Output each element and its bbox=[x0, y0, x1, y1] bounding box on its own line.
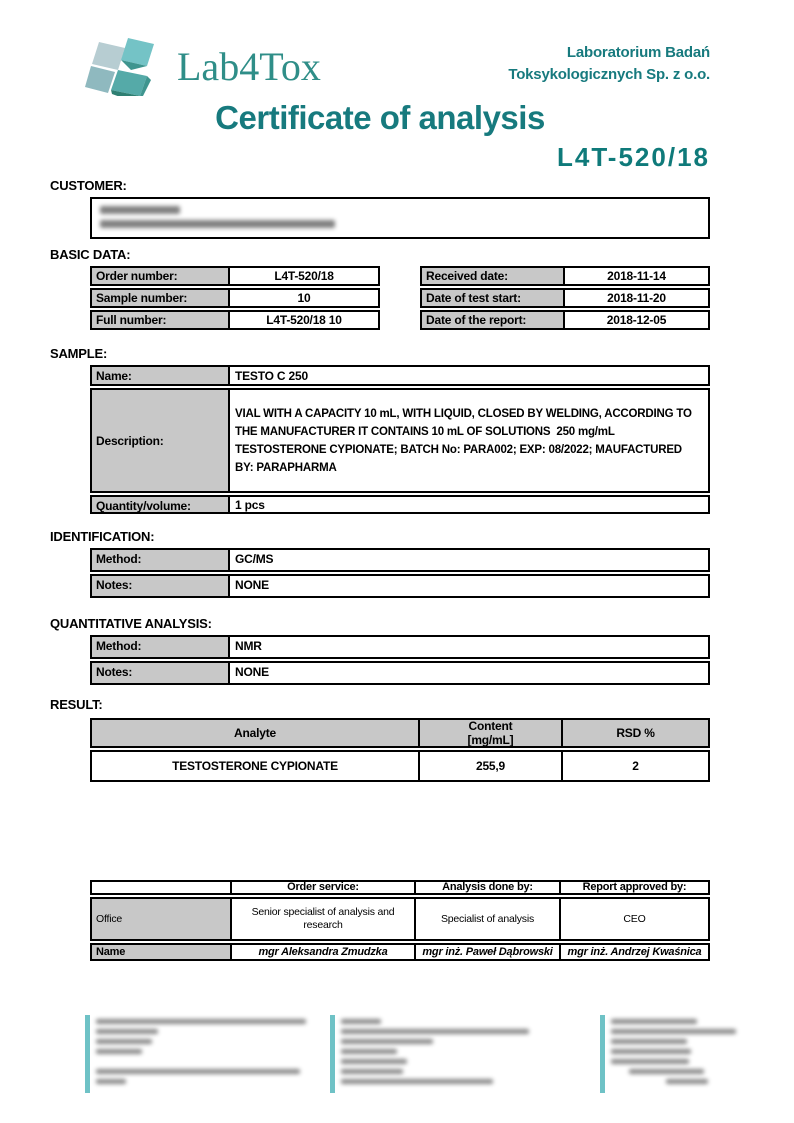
basic-data-right-table bbox=[420, 266, 710, 332]
signatures-table bbox=[90, 880, 710, 961]
page-footer bbox=[0, 1015, 794, 1105]
content-header-line1: Content bbox=[468, 719, 513, 733]
table-row bbox=[420, 310, 710, 330]
result-data-row bbox=[90, 750, 710, 782]
row-label: Name: bbox=[92, 367, 230, 384]
org-line-2: Toksykologicznych Sp. z o.o. bbox=[508, 66, 710, 83]
table-row bbox=[90, 548, 710, 572]
rsd-value: 2 bbox=[632, 759, 639, 773]
table-row bbox=[90, 495, 710, 514]
table-row bbox=[90, 365, 710, 386]
office-report-approved-by: CEO bbox=[623, 912, 646, 925]
row-value: GC/MS bbox=[235, 552, 274, 566]
logo-wordmark: Lab4Tox bbox=[177, 43, 321, 89]
row-value: L4T-520/18 bbox=[274, 269, 334, 283]
name-report-approved-by: mgr inż. Andrzej Kwaśnica bbox=[567, 945, 702, 958]
row-value: L4T-520/18 10 bbox=[266, 313, 342, 327]
office-row bbox=[90, 897, 710, 941]
name-analysis-done-by: mgr inż. Paweł Dąbrowski bbox=[416, 945, 561, 959]
name-row-label: Name bbox=[92, 945, 232, 959]
result-section-label: RESULT: bbox=[50, 697, 103, 712]
row-label: Quantity/volume: bbox=[92, 497, 230, 512]
row-label: Received date: bbox=[422, 268, 565, 284]
result-table bbox=[90, 718, 710, 782]
customer-section-label: CUSTOMER: bbox=[50, 178, 127, 193]
row-value: NMR bbox=[235, 639, 262, 653]
footer-contact-block-2-redacted bbox=[330, 1015, 530, 1093]
row-value: 2018-12-05 bbox=[606, 313, 667, 327]
office-analysis-done-by: Specialist of analysis bbox=[416, 899, 561, 939]
empty-header-cell bbox=[92, 882, 232, 893]
row-value: 1 pcs bbox=[235, 497, 265, 512]
table-row bbox=[420, 288, 710, 308]
row-value: 10 bbox=[297, 291, 311, 305]
redacted-customer-address bbox=[100, 220, 335, 228]
report-number: L4T-520/18 bbox=[557, 142, 710, 172]
row-value: 2018-11-20 bbox=[607, 291, 666, 305]
page-title: Certificate of analysis bbox=[215, 99, 545, 136]
row-value: VIAL WITH A CAPACITY 10 mL, WITH LIQUID, CLOSED BY WELDING, ACCORDING TO THE MANUFACTURER IT CONTAINS 10 mL OF SOLUTIONS 250 mg/mL TESTOSTERONE CYPIONATE; BATCH No: PARA002; EXP: 08/2022; MAUFACTURED BY: PARAPHARMA bbox=[235, 407, 695, 474]
result-header-row bbox=[90, 718, 710, 748]
office-row-label: Office bbox=[92, 899, 232, 939]
content-value: 255,9 bbox=[420, 752, 563, 780]
sample-section-label: SAMPLE: bbox=[50, 346, 108, 361]
row-label: Notes: bbox=[92, 663, 230, 683]
table-row bbox=[90, 635, 710, 659]
row-label: Full number: bbox=[92, 312, 230, 328]
content-header-line2: [mg/mL] bbox=[467, 733, 514, 747]
footer-contact-block-1-redacted bbox=[85, 1015, 310, 1093]
row-label: Order number: bbox=[92, 268, 230, 284]
table-row bbox=[420, 266, 710, 286]
column-header-analyte: Analyte bbox=[92, 720, 420, 746]
footer-contact-block-3-redacted bbox=[600, 1015, 735, 1093]
row-value: TESTO C 250 bbox=[235, 368, 308, 383]
org-line-1: Laboratorium Badań bbox=[566, 44, 710, 61]
row-label: Date of test start: bbox=[422, 290, 565, 306]
signatures-header-row bbox=[90, 880, 710, 895]
name-order-service: mgr Aleksandra Zmudzka bbox=[232, 945, 416, 959]
row-label: Notes: bbox=[92, 576, 230, 596]
sample-table bbox=[90, 365, 710, 514]
row-label: Date of the report: bbox=[422, 312, 565, 328]
redacted-customer-name bbox=[100, 206, 180, 214]
table-row bbox=[90, 388, 710, 493]
row-label: Method: bbox=[92, 550, 230, 570]
basic-data-section-label: BASIC DATA: bbox=[50, 247, 131, 262]
quantitative-section-label: QUANTITATIVE ANALYSIS: bbox=[50, 616, 212, 631]
row-value: 2018-11-14 bbox=[607, 269, 666, 283]
table-row bbox=[90, 266, 380, 286]
row-label: Sample number: bbox=[92, 290, 230, 306]
header bbox=[50, 36, 710, 96]
order-service-header: Order service: bbox=[232, 882, 416, 893]
organization-name bbox=[508, 42, 710, 86]
basic-data-tables bbox=[90, 266, 710, 332]
table-row bbox=[90, 310, 380, 330]
table-row bbox=[90, 574, 710, 598]
column-header-rsd: RSD % bbox=[616, 726, 655, 740]
analyte-value: TESTOSTERONE CYPIONATE bbox=[92, 752, 420, 780]
name-row bbox=[90, 943, 710, 961]
column-header-content bbox=[420, 720, 563, 746]
quantitative-table bbox=[90, 635, 710, 685]
row-label: Method: bbox=[92, 637, 230, 657]
table-row bbox=[90, 288, 380, 308]
row-value: NONE bbox=[235, 578, 269, 592]
lab4tox-logo bbox=[85, 36, 321, 96]
table-row bbox=[90, 661, 710, 685]
analysis-done-by-header: Analysis done by: bbox=[416, 882, 561, 893]
identification-section-label: IDENTIFICATION: bbox=[50, 529, 155, 544]
identification-table bbox=[90, 548, 710, 598]
lab4tox-diamonds-icon bbox=[85, 36, 177, 96]
customer-box bbox=[90, 197, 710, 239]
basic-data-left-table bbox=[90, 266, 380, 332]
row-value: NONE bbox=[235, 665, 269, 679]
office-order-service: Senior specialist of analysis and research bbox=[232, 899, 416, 939]
report-approved-by-header: Report approved by: bbox=[582, 881, 687, 893]
row-label: Description: bbox=[92, 390, 230, 491]
